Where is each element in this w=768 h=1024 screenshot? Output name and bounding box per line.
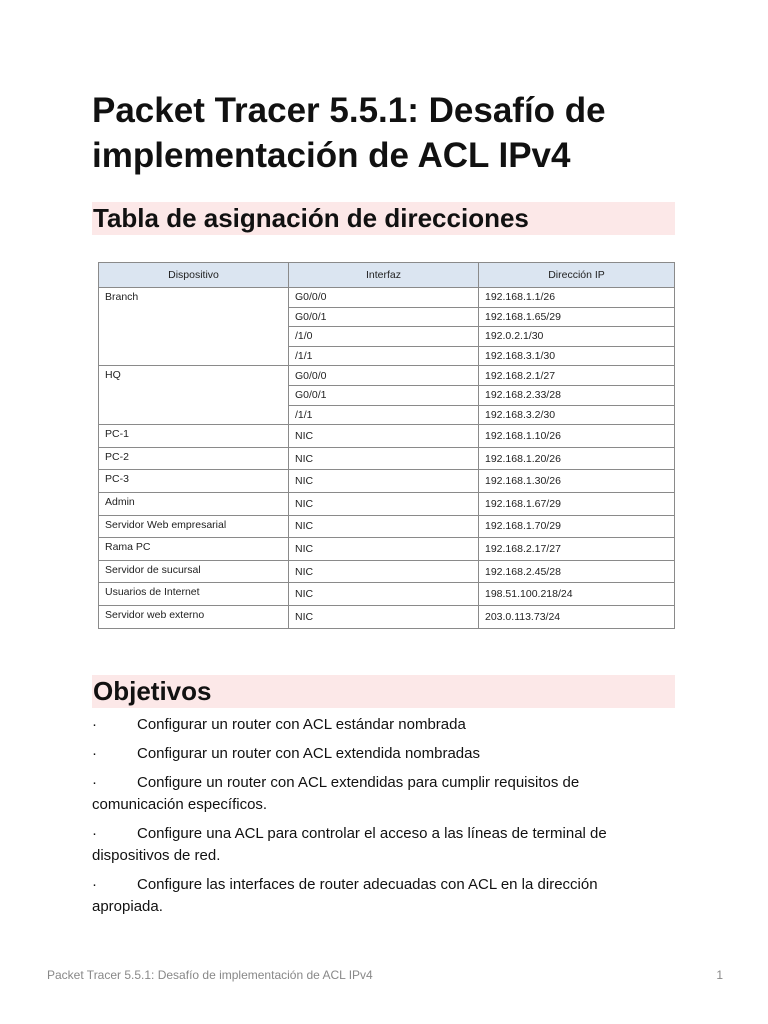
device-cell: Servidor de sucursal: [99, 560, 289, 583]
ip-address-cell: 192.168.1.65/29: [479, 307, 675, 327]
column-header-interface: Interfaz: [289, 263, 479, 288]
ip-address-cell: 192.168.1.20/26: [479, 447, 675, 470]
ip-address-cell: 192.168.1.70/29: [479, 515, 675, 538]
table-row: [99, 492, 675, 515]
objective-item: [92, 714, 672, 736]
footer-title: Packet Tracer 5.5.1: Desafío de implementación de ACL IPv4: [47, 968, 373, 982]
ip-address-cell: 192.168.3.2/30: [479, 405, 675, 425]
table-row: [99, 538, 675, 561]
interface-cell: NIC: [289, 425, 479, 448]
interface-cell: NIC: [289, 447, 479, 470]
objectives-heading: Objetivos: [92, 675, 675, 708]
interface-cell: /1/1: [289, 346, 479, 366]
interface-cell: G0/0/0: [289, 288, 479, 308]
addressing-table: [98, 262, 675, 629]
table-row: [99, 583, 675, 606]
bullet-icon: ·: [92, 716, 97, 733]
objective-item: [92, 772, 672, 816]
interface-cell: G0/0/1: [289, 307, 479, 327]
device-cell: Servidor Web empresarial: [99, 515, 289, 538]
table-row: [99, 447, 675, 470]
addressing-table-body: [99, 288, 675, 629]
device-cell: Usuarios de Internet: [99, 583, 289, 606]
ip-address-cell: 192.168.3.1/30: [479, 346, 675, 366]
ip-address-cell: 192.168.1.67/29: [479, 492, 675, 515]
device-cell: Branch: [99, 288, 289, 366]
interface-cell: G0/0/1: [289, 385, 479, 405]
objective-text: Configurar un router con ACL estándar nombrada: [137, 716, 466, 733]
interface-cell: /1/1: [289, 405, 479, 425]
interface-cell: NIC: [289, 492, 479, 515]
device-cell: HQ: [99, 366, 289, 425]
interface-cell: /1/0: [289, 327, 479, 347]
table-row: [99, 470, 675, 493]
interface-cell: NIC: [289, 560, 479, 583]
column-header-ip-address: Dirección IP: [479, 263, 675, 288]
objective-text: Configure las interfaces de router adecuadas con ACL en la dirección apropiada.: [92, 876, 598, 915]
bullet-icon: ·: [92, 774, 97, 791]
table-row: [99, 605, 675, 628]
ip-address-cell: 192.168.2.33/28: [479, 385, 675, 405]
addressing-table-heading: Tabla de asignación de direcciones: [92, 202, 675, 235]
table-row: [99, 515, 675, 538]
device-cell: PC-2: [99, 447, 289, 470]
page-footer: [47, 968, 723, 982]
page-number: 1: [716, 968, 723, 982]
interface-cell: G0/0/0: [289, 366, 479, 386]
objective-text: Configurar un router con ACL extendida nombradas: [137, 745, 480, 762]
table-row: [99, 288, 675, 308]
interface-cell: NIC: [289, 515, 479, 538]
ip-address-cell: 192.168.1.1/26: [479, 288, 675, 308]
interface-cell: NIC: [289, 605, 479, 628]
device-cell: PC-3: [99, 470, 289, 493]
objective-text: Configure un router con ACL extendidas para cumplir requisitos de comunicación específicos.: [92, 774, 580, 813]
objective-item: [92, 874, 672, 918]
ip-address-cell: 192.168.2.45/28: [479, 560, 675, 583]
bullet-icon: ·: [92, 825, 97, 842]
column-header-device: Dispositivo: [99, 263, 289, 288]
interface-cell: NIC: [289, 470, 479, 493]
objectives-list: [92, 714, 672, 925]
device-cell: Admin: [99, 492, 289, 515]
device-cell: Servidor web externo: [99, 605, 289, 628]
bullet-icon: ·: [92, 876, 97, 893]
ip-address-cell: 192.0.2.1/30: [479, 327, 675, 347]
page-title: Packet Tracer 5.5.1: Desafío de implementación de ACL IPv4: [92, 91, 606, 175]
table-header-row: [99, 263, 675, 288]
objective-text: Configure una ACL para controlar el acceso a las líneas de terminal de dispositivos de red.: [92, 825, 607, 864]
table-row: [99, 366, 675, 386]
bullet-icon: ·: [92, 745, 97, 762]
ip-address-cell: 192.168.1.30/26: [479, 470, 675, 493]
device-cell: PC-1: [99, 425, 289, 448]
interface-cell: NIC: [289, 583, 479, 606]
ip-address-cell: 192.168.2.1/27: [479, 366, 675, 386]
ip-address-cell: 203.0.113.73/24: [479, 605, 675, 628]
table-row: [99, 560, 675, 583]
ip-address-cell: 198.51.100.218/24: [479, 583, 675, 606]
objective-item: [92, 823, 672, 867]
ip-address-cell: 192.168.1.10/26: [479, 425, 675, 448]
ip-address-cell: 192.168.2.17/27: [479, 538, 675, 561]
interface-cell: NIC: [289, 538, 479, 561]
objective-item: [92, 743, 672, 765]
table-row: [99, 425, 675, 448]
device-cell: Rama PC: [99, 538, 289, 561]
